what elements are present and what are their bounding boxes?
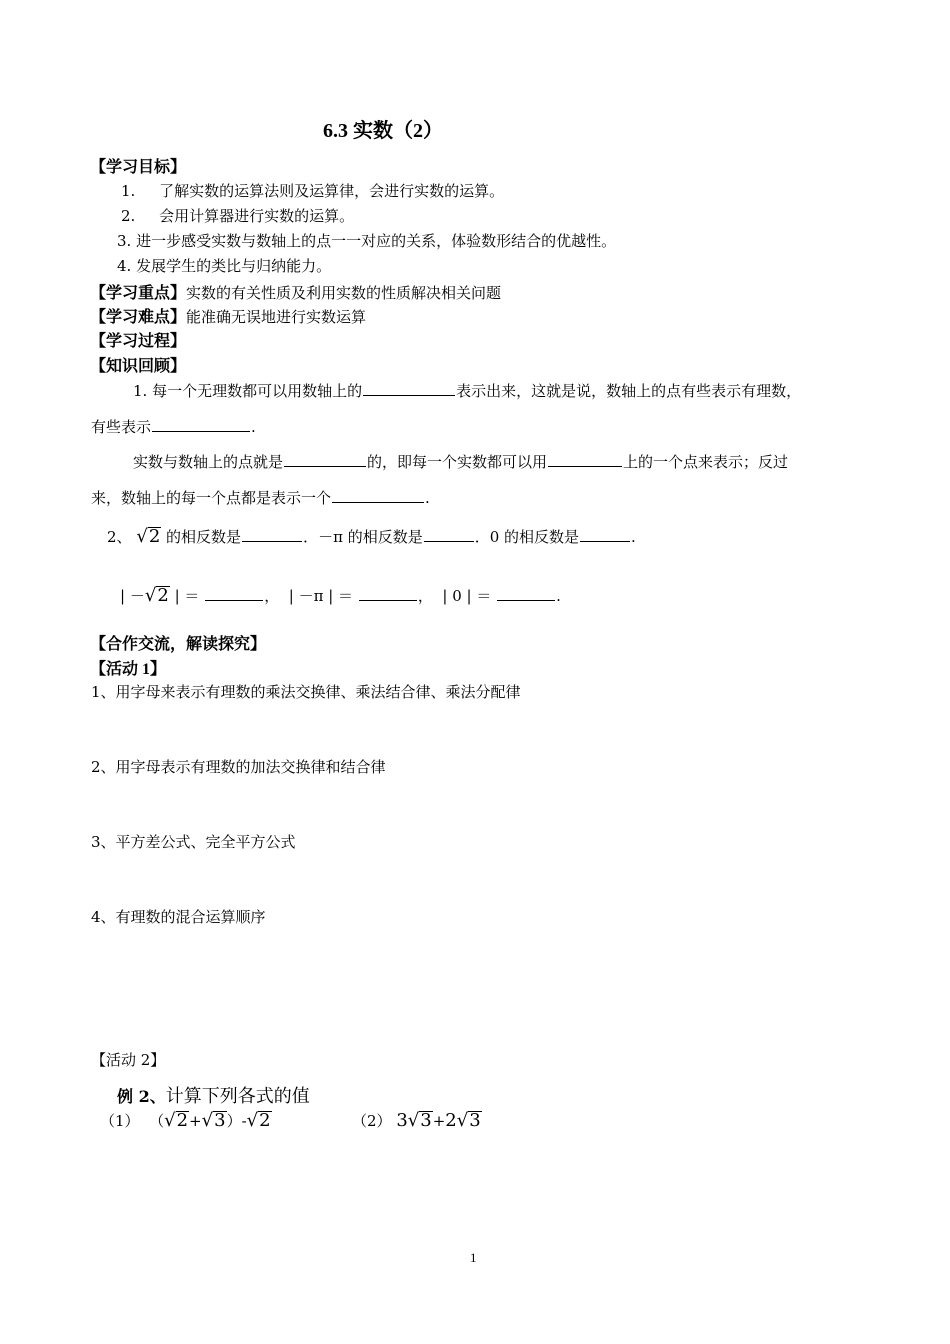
coefficient: 2 bbox=[445, 1110, 457, 1131]
radicand: 3 bbox=[469, 1110, 481, 1131]
activity2-heading: 【活动 2】 bbox=[91, 1051, 166, 1069]
example-2 bbox=[117, 1082, 310, 1108]
text-run: 1. 每一个无理数都可以用数轴上的 bbox=[133, 382, 363, 400]
process-heading: 【学习过程】 bbox=[90, 333, 187, 350]
radical-sign: √ bbox=[201, 1110, 214, 1131]
text-run: 上的一个点来表示；反过 bbox=[623, 453, 789, 471]
radicand: 3 bbox=[214, 1110, 226, 1131]
text-run: 来，数轴上的每一个点都是表示一个 bbox=[91, 489, 332, 507]
goal-num: 3. bbox=[117, 232, 132, 250]
radicand: 2 bbox=[157, 585, 169, 606]
text-run: 的相反数是 bbox=[166, 528, 242, 546]
review-q1-line3 bbox=[133, 451, 788, 472]
answer-blank[interactable] bbox=[242, 526, 302, 542]
text-run: | 0 | ＝ bbox=[442, 587, 492, 605]
difficulty bbox=[90, 304, 366, 327]
review-q1-line2 bbox=[91, 416, 256, 437]
text-run: | ＝ bbox=[174, 587, 200, 605]
page-number: 1 bbox=[470, 1250, 477, 1265]
key-point-text: 实数的有关性质及利用实数的性质解决相关问题 bbox=[186, 284, 502, 302]
radical-sign: √ bbox=[144, 585, 157, 606]
goal-item-3 bbox=[117, 230, 616, 251]
goal-item-1 bbox=[121, 180, 504, 201]
sqrt-expression bbox=[408, 1110, 433, 1131]
text-run: 表示出来，这就是说，数轴上的点有些表示有理数， bbox=[456, 382, 802, 400]
answer-blank[interactable] bbox=[152, 416, 250, 432]
answer-blank[interactable] bbox=[284, 451, 366, 467]
radical-sign: √ bbox=[456, 1110, 469, 1131]
sqrt-expression bbox=[202, 1110, 227, 1131]
radical-sign: √ bbox=[136, 526, 148, 547]
activity1-heading: 【活动 1】 bbox=[90, 661, 167, 678]
text-run: ）- bbox=[226, 1112, 247, 1130]
goal-text: 进一步感受实数与数轴上的点一一对应的关系，体验数形结合的优越性。 bbox=[136, 232, 617, 250]
sqrt-expression bbox=[136, 526, 161, 547]
goal-text: 发展学生的类比与归纳能力。 bbox=[136, 257, 332, 275]
review-q2 bbox=[107, 526, 636, 547]
radicand: 2 bbox=[176, 1110, 189, 1131]
goal-text: 会用计算器进行实数的运算。 bbox=[159, 207, 355, 225]
example-label: 例 2、 bbox=[117, 1087, 166, 1106]
text-run: ， bbox=[417, 587, 433, 605]
radicand: 2 bbox=[148, 526, 161, 547]
answer-blank[interactable] bbox=[424, 526, 474, 542]
sqrt-expression bbox=[247, 1110, 272, 1131]
answer-blank[interactable] bbox=[548, 451, 622, 467]
answer-blank[interactable] bbox=[359, 585, 417, 601]
difficulty-label: 【学习难点】 bbox=[90, 307, 187, 326]
review-q1-line4 bbox=[91, 487, 430, 508]
goal-num: 2. bbox=[121, 207, 136, 225]
text-run: 有些表示 bbox=[91, 418, 152, 436]
text-run: 实数与数轴上的点就是 bbox=[133, 453, 284, 471]
activity1-item-4: 4、有理数的混合运算顺序 bbox=[91, 908, 266, 926]
sqrt-expression bbox=[457, 1110, 482, 1131]
activity1-item-2: 2、用字母表示有理数的加法交换律和结合律 bbox=[91, 758, 386, 776]
review-heading: 【知识回顾】 bbox=[90, 358, 187, 375]
text-run: . bbox=[631, 528, 636, 546]
goal-text: 了解实数的运算法则及运算律，会进行实数的运算。 bbox=[159, 182, 505, 200]
radicand: 3 bbox=[420, 1110, 432, 1131]
coop-heading: 【合作交流，解读探究】 bbox=[90, 636, 267, 653]
plus-sign: + bbox=[432, 1112, 446, 1130]
radicand: 2 bbox=[259, 1110, 271, 1131]
problem-1 bbox=[100, 1110, 272, 1131]
answer-blank[interactable] bbox=[363, 380, 455, 396]
abs-bar: | bbox=[120, 587, 126, 605]
text-run: | －π | ＝ bbox=[288, 587, 354, 605]
text-run: . bbox=[251, 418, 256, 436]
answer-blank[interactable] bbox=[580, 526, 630, 542]
difficulty-text: 能准确无误地进行实数运算 bbox=[186, 308, 367, 326]
radical-sign: √ bbox=[164, 1110, 176, 1131]
goal-num: 1. bbox=[121, 182, 136, 200]
radical-sign: √ bbox=[246, 1110, 259, 1131]
goal-num: 4. bbox=[117, 257, 132, 275]
text-run: ， bbox=[264, 587, 280, 605]
answer-blank[interactable] bbox=[332, 487, 424, 503]
goals-heading: 【学习目标】 bbox=[90, 159, 187, 176]
sqrt-expression bbox=[164, 1110, 189, 1131]
problem-label: （1） bbox=[100, 1112, 140, 1130]
problem-label: （2） bbox=[352, 1112, 392, 1130]
review-q1-line1 bbox=[133, 380, 801, 401]
radical-sign: √ bbox=[407, 1110, 420, 1131]
sqrt-expression bbox=[145, 585, 170, 606]
text-run: （ bbox=[149, 1112, 165, 1130]
text-run: . bbox=[425, 489, 430, 507]
activity1-item-1: 1、用字母来表示有理数的乘法交换律、乘法结合律、乘法分配律 bbox=[91, 683, 521, 701]
q2-number: 2、 bbox=[107, 528, 132, 546]
example-text: 计算下列各式的值 bbox=[165, 1086, 310, 1107]
text-run: ．0 的相反数是 bbox=[474, 528, 580, 546]
page-title: 6.3 实数（2） bbox=[323, 120, 443, 142]
plus-sign: + bbox=[189, 1112, 202, 1130]
problem-2 bbox=[352, 1110, 482, 1131]
answer-blank[interactable] bbox=[205, 585, 263, 601]
goal-item-2 bbox=[121, 205, 354, 226]
goal-item-4 bbox=[117, 255, 331, 276]
text-run: ．－π 的相反数是 bbox=[303, 528, 423, 546]
key-point bbox=[90, 280, 501, 303]
key-point-label: 【学习重点】 bbox=[90, 283, 187, 302]
activity1-item-3: 3、平方差公式、完全平方公式 bbox=[91, 833, 296, 851]
answer-blank[interactable] bbox=[497, 585, 555, 601]
minus-sign: － bbox=[129, 587, 145, 605]
text-run: . bbox=[556, 587, 561, 605]
review-abs-line bbox=[120, 585, 561, 606]
coefficient: 3 bbox=[396, 1110, 408, 1131]
text-run: 的，即每一个实数都可以用 bbox=[367, 453, 548, 471]
